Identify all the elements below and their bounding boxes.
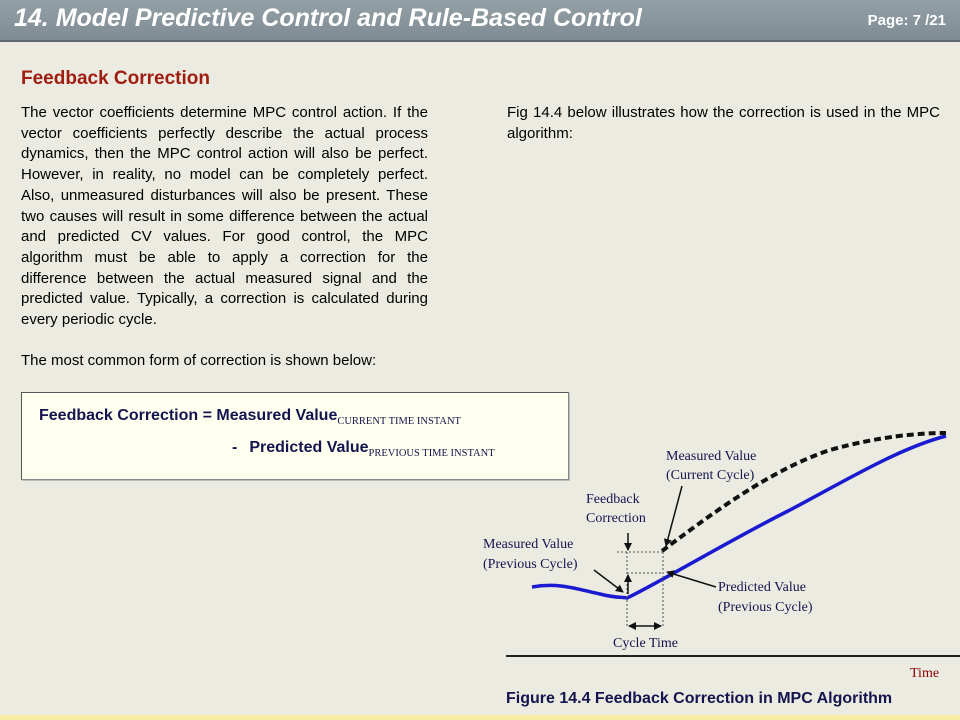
formula-line-1	[39, 407, 461, 427]
formula-lhs: Feedback Correction = Measured Value	[39, 407, 338, 424]
page-current: 7	[912, 12, 921, 29]
page-indicator	[868, 12, 946, 29]
feedback-correction-diagram	[470, 420, 960, 692]
feedback-label-1: Feedback	[586, 492, 640, 507]
measured-current-label-2: (Current Cycle)	[666, 468, 755, 483]
formula-line-2	[232, 439, 495, 459]
formula-minus: -	[232, 439, 238, 456]
page-label: Page:	[867, 12, 909, 29]
time-axis-label: Time	[910, 666, 940, 681]
measured-previous-label-2: (Previous Cycle)	[483, 557, 578, 572]
cycle-time-label: Cycle Time	[613, 636, 678, 651]
predicted-previous-label-1: Predicted Value	[718, 580, 806, 595]
formula-rhs: Predicted Value	[249, 439, 369, 456]
measured-previous-label-1: Measured Value	[483, 537, 574, 552]
formula-lhs-subscript: CURRENT TIME INSTANT	[337, 416, 461, 427]
formula-rhs-subscript: PREVIOUS TIME INSTANT	[368, 448, 495, 459]
bottom-bar	[0, 715, 960, 720]
title-bar	[0, 0, 960, 42]
figure-caption: Figure 14.4 Feedback Correction in MPC Algorithm	[506, 690, 893, 707]
predicted-previous-label-2: (Previous Cycle)	[718, 600, 813, 615]
predicted-previous-pointer	[667, 572, 716, 587]
measured-previous-pointer	[594, 570, 623, 592]
feedback-label-2: Correction	[586, 511, 646, 526]
measured-current-label-1: Measured Value	[666, 449, 757, 464]
figure-intro-paragraph: Fig 14.4 below illustrates how the correction is used in the MPC algorithm:	[507, 104, 940, 142]
body-paragraph-2: The most common form of correction is shown below:	[21, 352, 377, 369]
section-heading: Feedback Correction	[21, 68, 210, 89]
page-total: /21	[925, 12, 946, 29]
slide-title: 14. Model Predictive Control and Rule-Based Control	[14, 4, 642, 32]
body-paragraph-1: The vector coefficients determine MPC control action. If the vector coefficients perfectly describe the actual process dynamics, then the MPC control action will also be perfect. However, in reality, no model can be completely perfect. Also, unmeasured disturbances will also be present. These two causes will result in some difference between the actual and predicted CV values. For good control, the MPC algorithm must be able to apply a correction for the difference between the actual measured signal and the predicted value. Typically, a correction is calculated during every periodic cycle.	[21, 104, 428, 329]
